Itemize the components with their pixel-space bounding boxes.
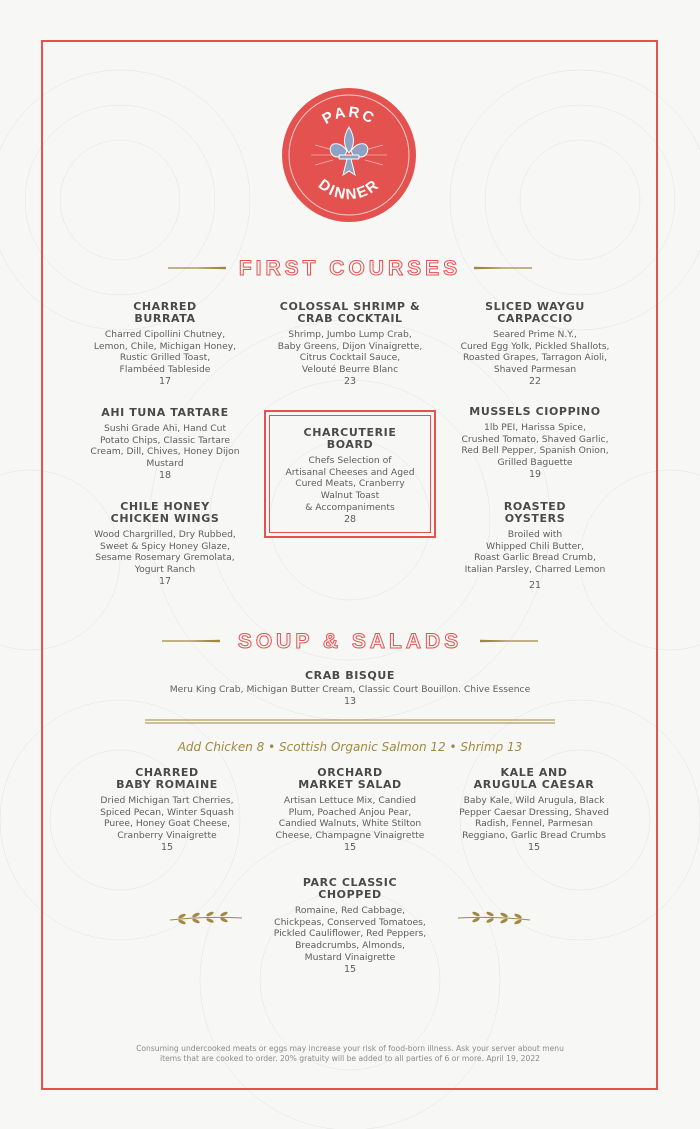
menu-item-charcuterie-board bbox=[270, 427, 430, 526]
item-price: 13 bbox=[343, 695, 357, 707]
item-description: Wood Chargrilled, Dry Rubbed, Sweet & Spicy Honey Glaze, Sesame Rosemary Gremolata, Yogurt Ranch bbox=[94, 529, 236, 576]
item-name: CHILE HONEY CHICKEN WINGS bbox=[110, 500, 220, 525]
protein-addons: Add Chicken 8 • Scottish Organic Salmon 12 • Shrimp 13 bbox=[177, 740, 523, 754]
item-name: ROASTED OYSTERS bbox=[503, 500, 567, 525]
item-price: 22 bbox=[528, 375, 542, 387]
menu-item-chicken-wings bbox=[76, 501, 254, 588]
item-description: Meru King Crab, Michigan Butter Cream, Classic Court Bouillon. Chive Essence bbox=[169, 684, 531, 695]
item-price: 23 bbox=[343, 375, 357, 387]
divider bbox=[145, 719, 555, 724]
item-price: 15 bbox=[343, 841, 357, 853]
item-description: Dried Michigan Tart Cherries, Spiced Pecan, Winter Squash Puree, Honey Goat Cheese, Cranberry Vinaigrette bbox=[100, 795, 234, 842]
item-price: 15 bbox=[343, 963, 357, 975]
food-safety-disclaimer: Consuming undercooked meats or eggs may increase your risk of food-born illness. Ask your server about menu items that are cooked to order. 20% gratuity will be added to all parties of 6 or more. April 19, 2022 bbox=[136, 1044, 564, 1063]
menu-item-roasted-oysters bbox=[446, 501, 624, 592]
item-price: 17 bbox=[158, 375, 172, 387]
menu-item-mussels-cioppino bbox=[446, 406, 624, 481]
item-name: CHARRED BABY ROMAINE bbox=[116, 766, 218, 791]
item-name: SLICED WAYGU CARPACCIO bbox=[485, 300, 585, 325]
item-name: ORCHARD MARKET SALAD bbox=[298, 766, 402, 791]
item-description: Chefs Selection of Artisanal Cheeses and Aged Cured Meats, Cranberry Walnut Toast & Accompaniments bbox=[285, 455, 415, 513]
item-price: 15 bbox=[527, 841, 541, 853]
parc-dinner-logo bbox=[281, 87, 417, 223]
item-price: 17 bbox=[158, 575, 172, 587]
logo-bottom-text: DINNER bbox=[315, 175, 383, 204]
item-name: PARC CLASSIC CHOPPED bbox=[302, 876, 398, 901]
item-price: 21 bbox=[528, 579, 542, 591]
menu-item-waygu-carpaccio bbox=[446, 301, 624, 388]
item-name: COLOSSAL SHRIMP & CRAB COCKTAIL bbox=[279, 300, 421, 325]
sprig-ornament-left bbox=[168, 909, 244, 927]
item-price: 19 bbox=[528, 468, 542, 480]
item-description: Baby Kale, Wild Arugula, Black Pepper Caesar Dressing, Shaved Radish, Fennel, Parmesan Reggiano, Garlic Bread Crumbs bbox=[459, 795, 609, 842]
heading-rule-right bbox=[474, 265, 532, 271]
item-name: CRAB BISQUE bbox=[304, 669, 396, 682]
menu-item-baby-romaine bbox=[82, 767, 252, 854]
item-price: 15 bbox=[160, 841, 174, 853]
item-price: 28 bbox=[343, 513, 357, 525]
menu-item-parc-classic-chopped bbox=[260, 877, 440, 976]
first-courses-heading: FIRST COURSES bbox=[238, 257, 462, 280]
item-name: CHARCUTERIE BOARD bbox=[303, 426, 397, 451]
menu-item-ahi-tuna-tartare bbox=[76, 407, 254, 482]
menu-item-shrimp-crab-cocktail bbox=[260, 301, 440, 388]
item-description: Romaine, Red Cabbage, Chickpeas, Conserved Tomatoes, Pickled Cauliflower, Red Peppers, Breadcrumbs, Almonds, Mustard Vinaigrette bbox=[273, 905, 427, 963]
item-description: Artisan Lettuce Mix, Candied Plum, Poached Anjou Pear, Candied Walnuts, White Stilton Cheese, Champagne Vinaigrette bbox=[275, 795, 425, 842]
item-price: 18 bbox=[158, 469, 172, 481]
item-description: Shrimp, Jumbo Lump Crab, Baby Greens, Dijon Vinaigrette, Citrus Cocktail Sauce, Velouté Beurre Blanc bbox=[277, 329, 423, 376]
menu-item-orchard-market-salad bbox=[260, 767, 440, 854]
soup-salads-heading: SOUP & SALADS bbox=[237, 630, 463, 653]
item-name: MUSSELS CIOPPINO bbox=[469, 405, 601, 418]
menu-item-kale-arugula-caesar bbox=[446, 767, 622, 854]
logo-top-text: PARC bbox=[319, 103, 379, 128]
sprig-ornament-right bbox=[456, 909, 532, 927]
item-name: AHI TUNA TARTARE bbox=[101, 406, 229, 419]
item-description: 1lb PEI, Harissa Spice, Crushed Tomato, Shaved Garlic, Red Bell Pepper, Spanish Onion, Grilled Baguette bbox=[461, 422, 609, 469]
item-description: Seared Prime N.Y., Cured Egg Yolk, Pickled Shallots, Roasted Grapes, Tarragon Aioli, Shaved Parmesan bbox=[460, 329, 610, 376]
item-description: Sushi Grade Ahi, Hand Cut Potato Chips, Classic Tartare Cream, Dill, Chives, Honey Dijon Mustard bbox=[90, 423, 240, 470]
item-description: Charred Cipollini Chutney, Lemon, Chile, Michigan Honey, Rustic Grilled Toast, Flambéed Tableside bbox=[93, 329, 237, 376]
heading-rule-right bbox=[480, 638, 538, 644]
menu-item-charred-burrata bbox=[80, 301, 250, 388]
item-description: Broiled with Whipped Chili Butter, Roast Garlic Bread Crumb, Italian Parsley, Charred Lemon bbox=[464, 529, 606, 576]
item-name: CHARRED BURRATA bbox=[133, 300, 197, 325]
item-name: KALE AND ARUGULA CAESAR bbox=[473, 766, 595, 791]
menu-item-crab-bisque bbox=[100, 670, 600, 708]
